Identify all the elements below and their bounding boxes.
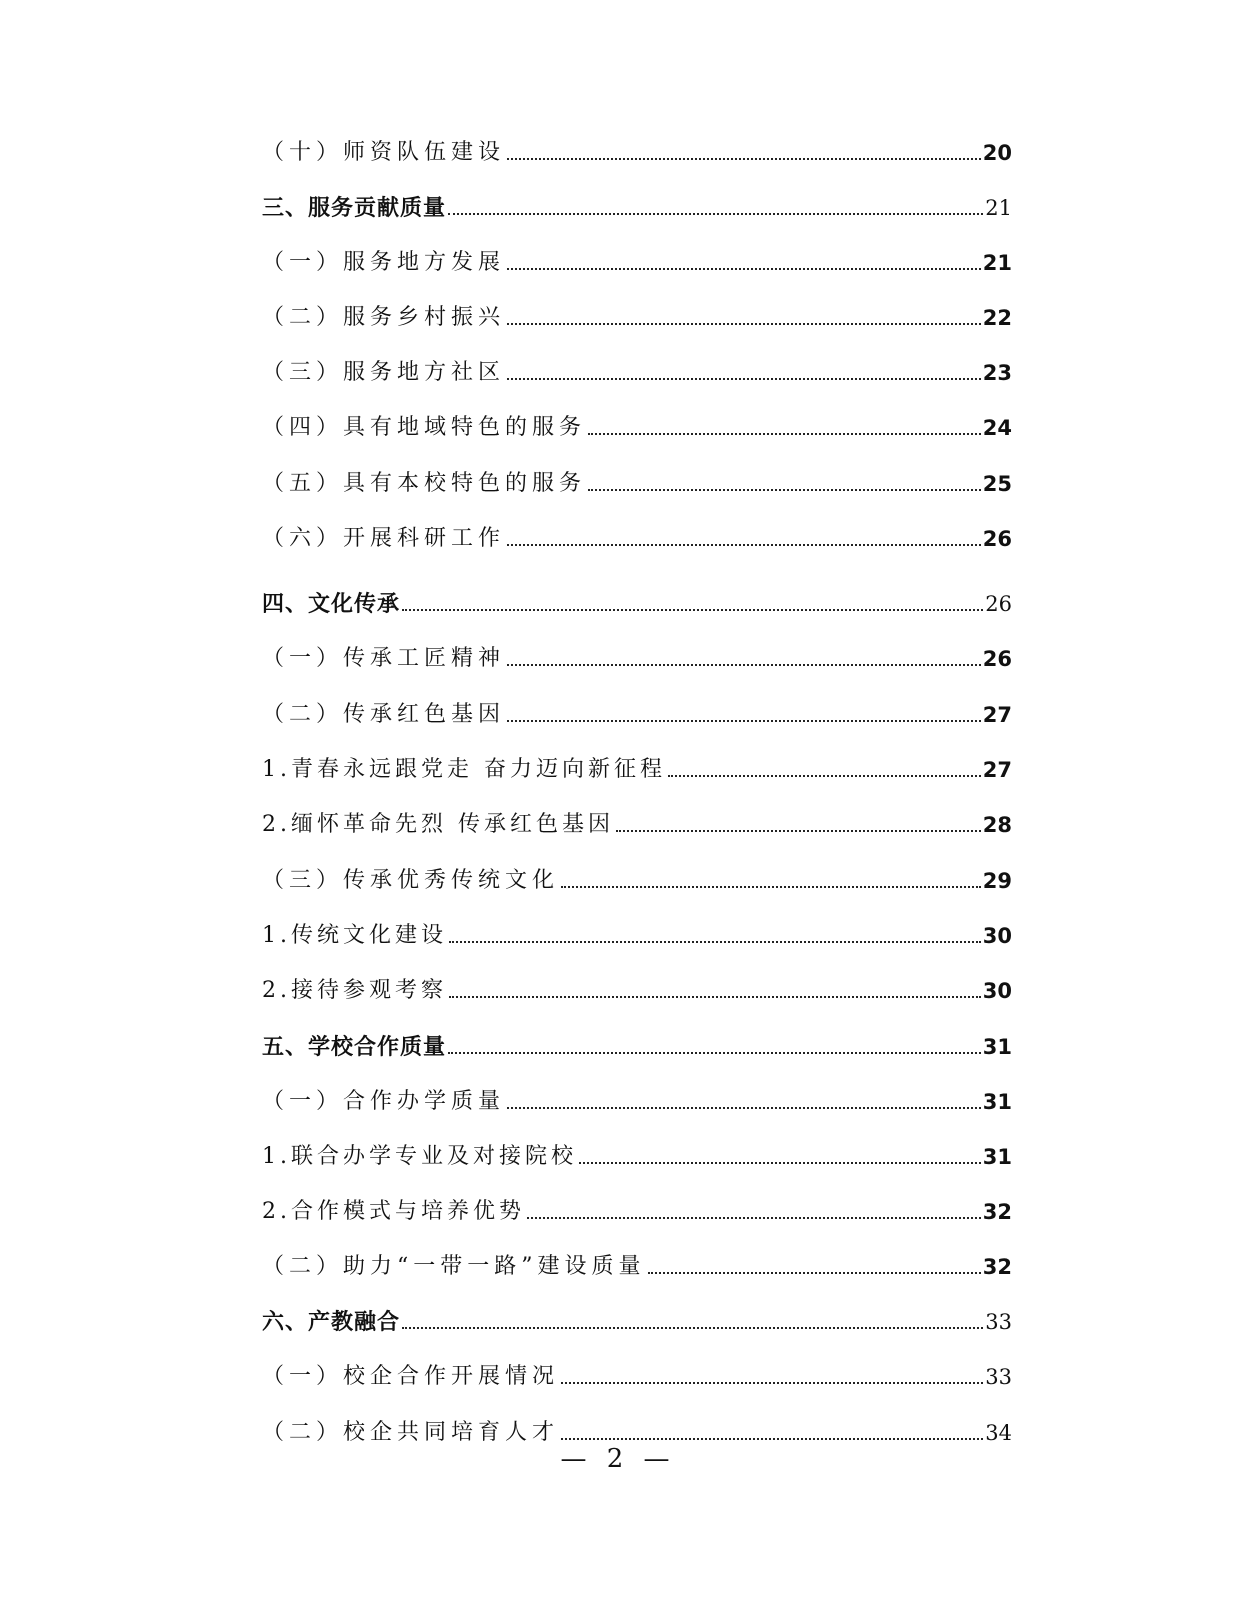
toc-page-number: 33 [985,1365,1012,1389]
toc-page-number: 28 [982,813,1012,837]
toc-entry-title: （五）具有本校特色的服务 [262,471,587,496]
dot-leader [507,664,981,666]
toc-entry-title: 1.传统文化建设 [262,923,447,948]
toc-row[interactable] [262,513,1012,553]
toc-row[interactable] [262,1021,1012,1061]
toc-entry-title: （二）校企共同培育人才 [262,1420,560,1445]
toc-entry-title: （十）师资队伍建设 [262,140,506,165]
toc-row[interactable] [262,292,1012,332]
toc-row[interactable] [262,458,1012,498]
dot-leader [507,158,981,160]
toc-row[interactable] [262,402,1012,442]
dot-leader [448,1052,981,1054]
page-number-footer: — 2 — [560,1444,676,1474]
dot-leader [449,996,981,998]
toc-row[interactable] [262,182,1012,222]
toc-entry-title: 五、学校合作质量 [262,1034,447,1060]
toc-row[interactable] [262,744,1012,784]
dot-leader [579,1162,981,1164]
toc-page-number: 34 [985,1421,1012,1445]
toc-page-number: 21 [982,251,1012,275]
toc-row[interactable] [262,799,1012,839]
toc-page-number: 31 [982,1090,1012,1114]
toc-page-number: 32 [982,1200,1012,1224]
toc-row[interactable] [262,347,1012,387]
toc-page-number: 23 [982,361,1012,385]
toc-row[interactable] [262,237,1012,277]
toc-page-number: 31 [982,1035,1012,1059]
dot-leader [648,1272,981,1274]
toc-page-number: 25 [982,472,1012,496]
toc-page-number: 27 [982,703,1012,727]
toc-row[interactable] [262,633,1012,673]
toc-page-number: 30 [982,979,1012,1003]
toc-page-number: 27 [982,758,1012,782]
toc-row[interactable] [262,855,1012,895]
dot-leader [588,433,981,435]
toc-entry-title: （一）合作办学质量 [262,1089,506,1114]
toc-row[interactable] [262,910,1012,950]
toc-row[interactable] [262,1407,1012,1447]
toc-entry-title: 1.联合办学专业及对接院校 [262,1144,577,1169]
dot-leader [507,323,981,325]
dot-leader [507,1107,981,1109]
toc-row[interactable] [262,1131,1012,1171]
dot-leader [588,489,981,491]
dot-leader [507,720,981,722]
toc-entry-title: （二）服务乡村振兴 [262,305,506,330]
toc-page-number: 26 [982,527,1012,551]
toc-page-number: 31 [982,1145,1012,1169]
toc-entry-title: 2.缅怀革命先烈 传承红色基因 [262,812,614,837]
dot-leader [402,609,983,611]
dot-leader [668,775,981,777]
toc-page-number: 26 [982,647,1012,671]
toc-row[interactable] [262,1351,1012,1391]
toc-entry-title: 2.合作模式与培养优势 [262,1199,525,1224]
dot-leader [449,941,981,943]
toc-row[interactable] [262,965,1012,1005]
dot-leader [402,1327,983,1329]
toc-entry-title: 三、服务贡献质量 [262,195,447,221]
toc-entry-title: 六、产教融合 [262,1309,401,1335]
toc-row[interactable] [262,1296,1012,1336]
toc-entry-title: （六）开展科研工作 [262,526,506,551]
toc-page-number: 21 [985,196,1012,220]
toc-entry-title: （一）服务地方发展 [262,250,506,275]
toc-entry-title: 四、文化传承 [262,591,401,617]
dot-leader [561,1382,983,1384]
dot-leader [527,1217,981,1219]
toc-row[interactable] [262,578,1012,618]
dot-leader [616,830,981,832]
toc-page-number: 26 [985,592,1012,616]
toc-entry-title: （二）助力“一带一路”建设质量 [262,1254,646,1279]
dot-leader [448,213,983,215]
dot-leader [507,378,981,380]
toc-page-number: 24 [982,416,1012,440]
dot-leader [561,1438,983,1440]
toc-entry-title: （三）服务地方社区 [262,360,506,385]
toc-entry-title: 2.接待参观考察 [262,978,447,1003]
toc-entry-title: （三）传承优秀传统文化 [262,868,560,893]
dot-leader [561,886,981,888]
toc-page-number: 30 [982,924,1012,948]
toc-entry-title: （二）传承红色基因 [262,702,506,727]
toc-entry-title: （一）校企合作开展情况 [262,1364,560,1389]
toc-row[interactable] [262,127,1012,167]
toc-row[interactable] [262,1076,1012,1116]
dot-leader [507,268,981,270]
toc-row[interactable] [262,1186,1012,1226]
toc-page-number: 22 [982,306,1012,330]
toc-entry-title: （四）具有地域特色的服务 [262,415,587,440]
toc-page-number: 32 [982,1255,1012,1279]
toc-page-number: 29 [982,869,1012,893]
dot-leader [507,544,981,546]
toc-entry-title: （一）传承工匠精神 [262,646,506,671]
toc-page-number: 20 [982,141,1012,165]
toc-row[interactable] [262,1241,1012,1281]
toc-page-number: 33 [985,1310,1012,1334]
toc-row[interactable] [262,689,1012,729]
toc-entry-title: 1.青春永远跟党走 奋力迈向新征程 [262,757,666,782]
